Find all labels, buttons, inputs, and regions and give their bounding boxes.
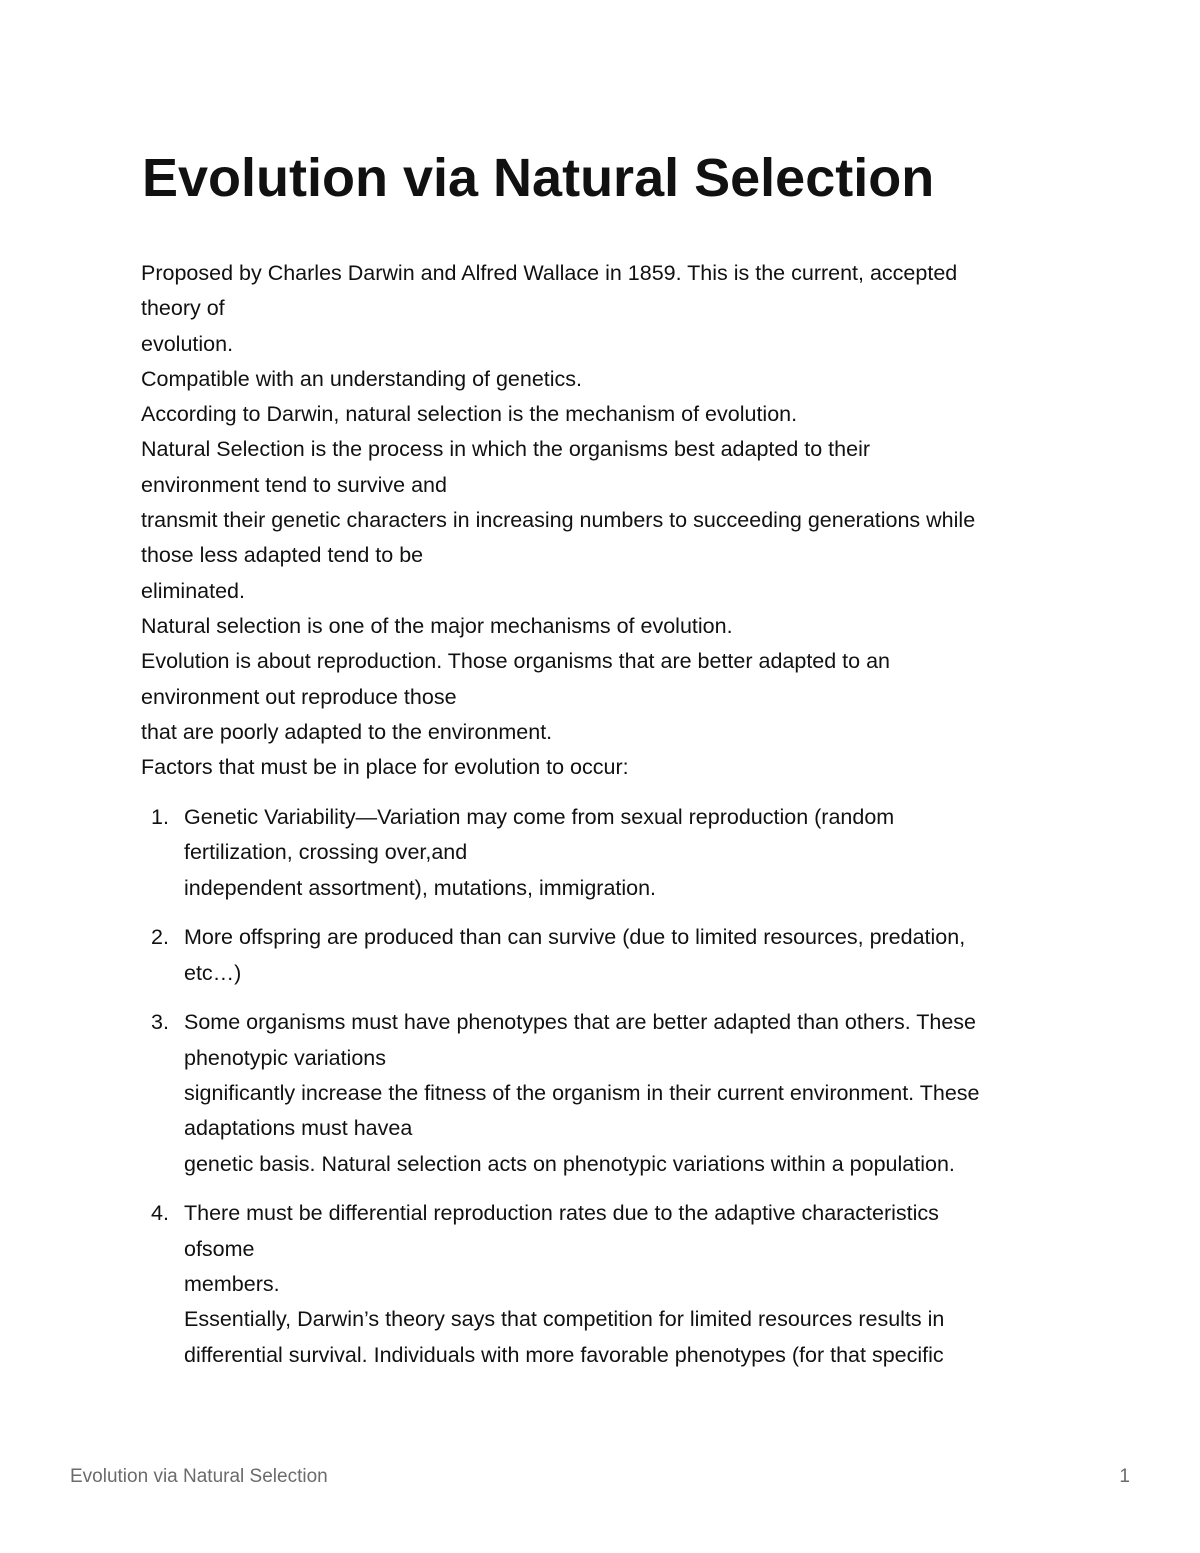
body-line: theory of [141,296,225,321]
list-line: There must be differential reproduction rates due to the adaptive characteristics [184,1201,939,1226]
list-line: etc…) [184,960,242,985]
body-line: evolution. [141,331,234,356]
body-line: transmit their genetic characters in increasing numbers to succeeding generations while [141,508,976,533]
list-line: differential survival. Individuals with more favorable phenotypes (for that specific [184,1342,944,1367]
body-line: Natural selection is one of the major mechanisms of evolution. [141,613,733,638]
body-line: eliminated. [141,578,245,603]
list-item [141,1196,1121,1372]
list-line: phenotypic variations [184,1045,386,1070]
body-line: that are poorly adapted to the environment. [141,719,553,744]
body-line: Factors that must be in place for evolution to occur: [141,755,629,780]
list-line: independent assortment), mutations, immigration. [184,875,657,900]
factors-list [141,800,1121,1387]
page-number: 1 [1119,1466,1130,1487]
list-line: Genetic Variability—Variation may come from sexual reproduction (random [184,805,895,829]
list-number: 4. [151,1201,169,1226]
list-line: adaptations must havea [184,1116,413,1141]
body-line: environment out reproduce those [141,684,457,709]
body-line: environment tend to survive and [141,472,447,497]
body-line: those less adapted tend to be [141,543,424,568]
body-line: Natural Selection is the process in which the organisms best adapted to their [141,437,871,462]
list-number: 3. [151,1010,169,1035]
list-line: Some organisms must have phenotypes that are better adapted than others. These [184,1010,977,1035]
list-number: 1. [151,805,169,829]
body-line: Compatible with an understanding of genetics. [141,366,583,391]
list-number: 2. [151,925,169,950]
body-line: Proposed by Charles Darwin and Alfred Wallace in 1859. This is the current, accepted [141,261,958,285]
list-line: ofsome [184,1236,255,1261]
list-line: Essentially, Darwin’s theory says that competition for limited resources results in [184,1307,945,1332]
list-line: More offspring are produced than can survive (due to limited resources, predation, [184,925,966,950]
list-item [141,1005,1121,1181]
footer-title: Evolution via Natural Selection [70,1466,328,1487]
body-line: According to Darwin, natural selection is the mechanism of evolution. [141,402,798,427]
list-item [141,920,1121,991]
body-text [141,256,1121,785]
list-line: significantly increase the fitness of the organism in their current environment. These [184,1081,980,1106]
list-line: fertilization, crossing over,and [184,840,468,865]
document-title: Evolution via Natural Selection [142,148,935,208]
list-line: genetic basis. Natural selection acts on phenotypic variations within a population. [184,1151,955,1176]
list-item [141,800,1121,906]
list-line: members. [184,1272,280,1297]
body-line: Evolution is about reproduction. Those organisms that are better adapted to an [141,649,890,674]
